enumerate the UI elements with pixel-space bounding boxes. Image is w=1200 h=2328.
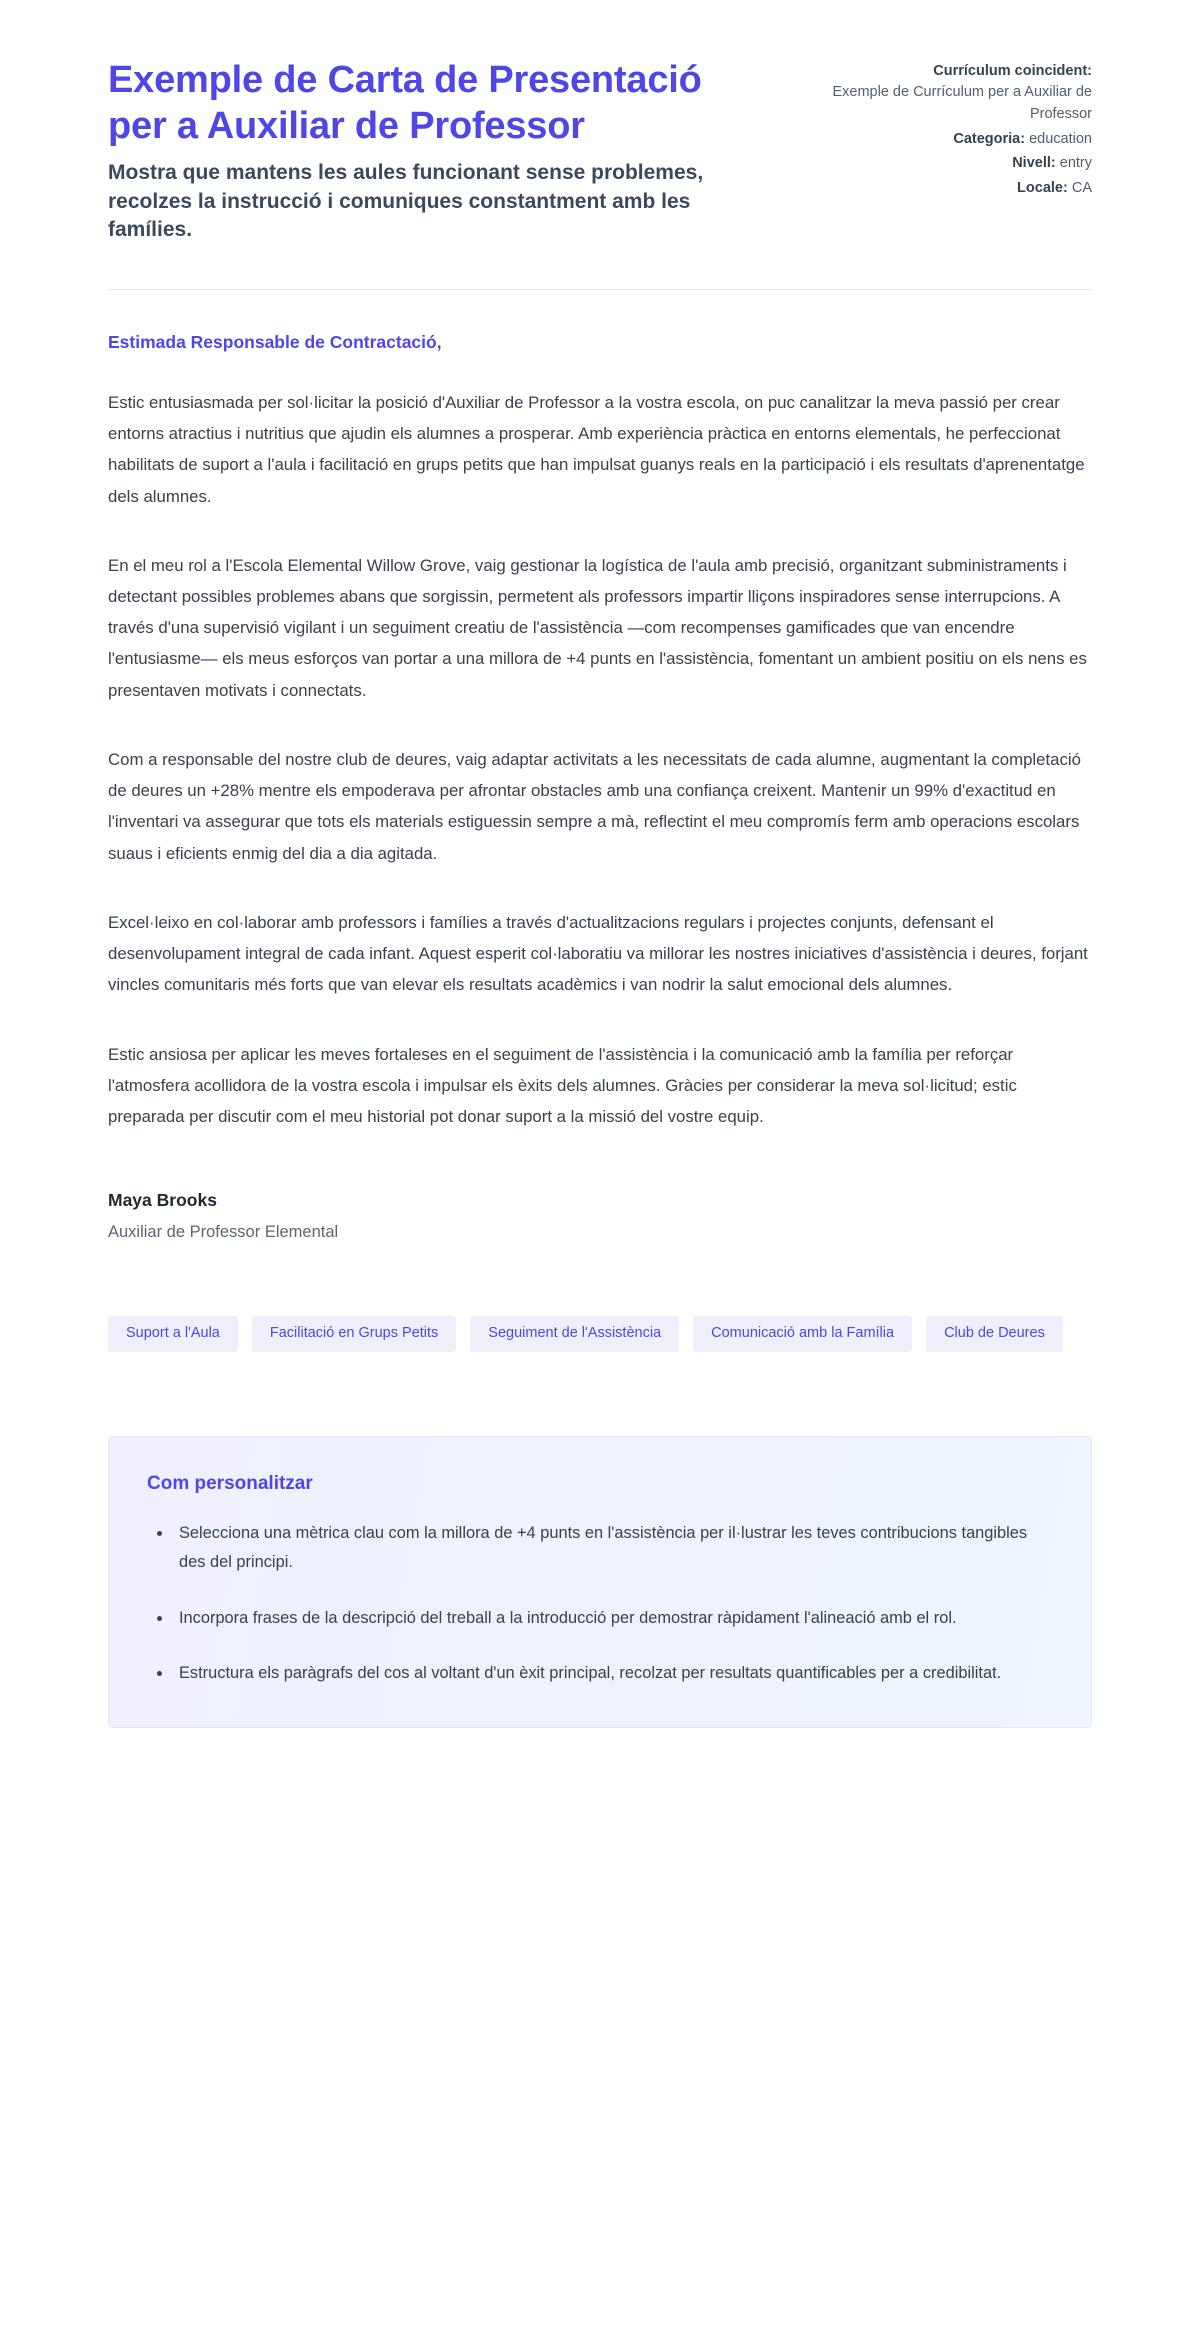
meta-matching-resume-label: Currículum coincident: (933, 63, 1092, 79)
signature-role: Auxiliar de Professor Elemental (108, 1223, 339, 1242)
customization-callout (108, 1436, 1092, 1728)
meta-category-value: education (1029, 130, 1092, 147)
skill-tag[interactable]: Comunicació amb la Família (693, 1316, 912, 1351)
meta-matching-resume-value: Exemple de Currículum per a Auxiliar de Professor (832, 84, 1092, 123)
meta-locale (792, 177, 1092, 199)
callout-title: Com personalitzar (147, 1472, 313, 1494)
meta-category-label: Categoria: (953, 130, 1026, 147)
signature-block (108, 1190, 1092, 1242)
meta-matching-resume (792, 60, 1092, 126)
document-metadata (792, 46, 1092, 199)
page-title: Exemple de Carta de Presentació per a Auxiliar de Professor (108, 59, 702, 147)
header-title-block (108, 46, 752, 245)
callout-tip-item: Estructura els paràgrafs del cos al voltant d'un èxit principal, recolzat per resultats quantificables per a credibilitat. (173, 1659, 1053, 1689)
meta-locale-label: Locale: (1017, 179, 1068, 196)
letter-paragraph: En el meu rol a l'Escola Elemental Willow Grove, vaig gestionar la logística de l'aula amb precisió, organitzant subministraments i detectant possibles problemes abans que sorgissin, permetent als professors impartir lliçons inspiradores sense interrupcions. A través d'una supervisió vigilant i un seguiment creatiu de l'assistència —com recompenses gamificades que van encendre l'entusiasme— els meus esforços van portar a una millora de +4 punts en l'assistència, fomentant un ambient positiu on els nens es presentaven motivats i connectats. (108, 555, 1087, 700)
meta-locale-value: CA (1071, 179, 1092, 196)
document-header (108, 46, 1092, 245)
skill-tag[interactable]: Suport a l'Aula (108, 1316, 238, 1351)
page-subtitle: Mostra que mantens les aules funcionant sense problemes, recolzes la instrucció i comuniques constantment amb les famílies. (108, 161, 704, 242)
letter-paragraph: Excel·leixo en col·laborar amb professors i famílies a través d'actualitzacions regulars i projectes conjunts, defensant el desenvolupament integral de cada infant. Aquest esperit col·laboratiu va millorar les nostres iniciatives d'assistència i deures, forjant vincles comunitaris més forts que van elevar els resultats acadèmics i van nodrir la salut emocional dels alumnes. (108, 912, 1088, 995)
skill-tag-list (108, 1316, 1092, 1351)
letter-paragraph: Com a responsable del nostre club de deures, vaig adaptar activitats a les necessitats de cada alumne, augmentant la completació de deures un +28% mentre els empoderava per afrontar obstacles amb una confiança creixent. Mantenir un 99% d'exactitud en l'inventari va assegurar que tots els materials estiguessin sempre a mà, reflectint el meu compromís ferm amb operacions escolars suaus i eficients enmig del dia a dia agitada. (108, 749, 1081, 863)
meta-category (792, 128, 1092, 150)
meta-level (792, 152, 1092, 174)
letter-salutation: Estimada Responsable de Contractació, (108, 331, 442, 352)
callout-tip-list (147, 1519, 1053, 1689)
callout-tip-item: Selecciona una mètrica clau com la millora de +4 punts en l'assistència per il·lustrar les teves contribucions tangibles des del principi. (173, 1519, 1053, 1578)
meta-level-value: entry (1059, 155, 1092, 172)
callout-tip-item: Incorpora frases de la descripció del treball a la introducció per demostrar ràpidament l'alineació amb el rol. (173, 1604, 1053, 1634)
cover-letter-body (108, 290, 1092, 1728)
letter-paragraph: Estic entusiasmada per sol·licitar la posició d'Auxiliar de Professor a la vostra escola, on puc canalitzar la meva passió per crear entorns atractius i nutritius que ajudin els alumnes a prosperar. Amb experiència pràctica en entorns elementals, he perfeccionat habilitats de suport a l'aula i facilitació en grups petits que han impulsat guanys reals en la participació i els resultats d'aprenentatge dels alumnes. (108, 392, 1085, 506)
letter-paragraph: Estic ansiosa per aplicar les meves fortaleses en el seguiment de l'assistència i la comunicació amb la família per reforçar l'atmosfera acollidora de la vostra escola i impulsar els èxits dels alumnes. Gràcies per considerar la meva sol·licitud; estic preparada per discutir com el meu historial pot donar suport a la missió del vostre equip. (108, 1044, 1017, 1127)
skill-tag[interactable]: Club de Deures (926, 1316, 1063, 1351)
skill-tag[interactable]: Facilitació en Grups Petits (252, 1316, 456, 1351)
signature-name: Maya Brooks (108, 1190, 217, 1211)
skill-tag[interactable]: Seguiment de l'Assistència (470, 1316, 679, 1351)
meta-level-label: Nivell: (1012, 155, 1056, 172)
